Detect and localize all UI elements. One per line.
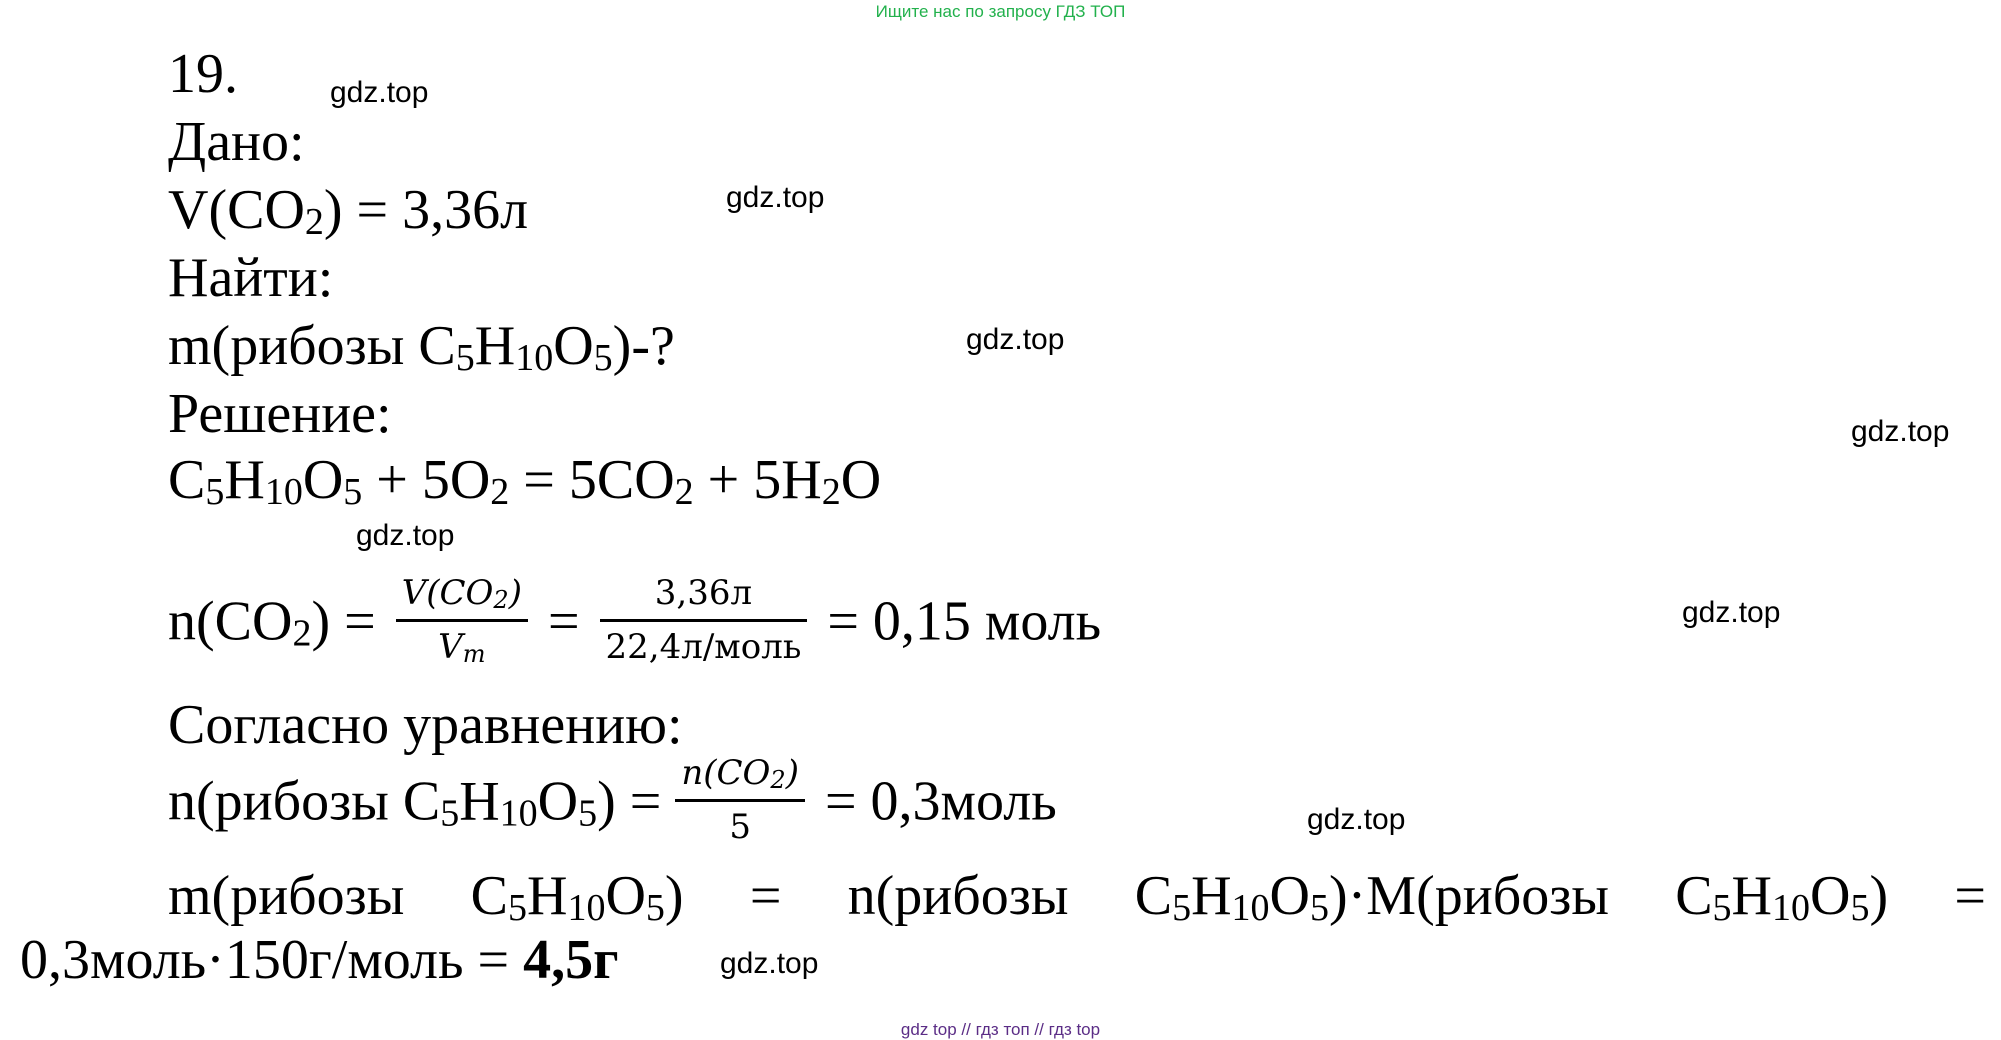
watermark: gdz.top (1307, 803, 1406, 836)
given-label: Дано: (168, 111, 305, 173)
bottom-links[interactable]: gdz top // гдз топ // гдз top (900, 1020, 1101, 1039)
watermark: gdz.top (1682, 596, 1781, 629)
watermark: gdz.top (726, 181, 825, 214)
watermark: gdz.top (720, 947, 819, 980)
mass-formula-line1: m(рибозы $C_5H_{10}O_5$) = n(рибозы $C_5H_{10}O_5)\cdot M(рибозы$ $C_5H_{10}O_5$) = (168, 865, 1986, 929)
solution-label: Решение: (168, 383, 392, 445)
watermark: gdz.top (966, 323, 1065, 356)
according-label: Согласно уравнению: (168, 694, 683, 756)
watermark: gdz.top (356, 519, 455, 552)
fraction-n-over-5: $\frac{n(CO_2)}{5}$ (675, 754, 805, 847)
fraction-values: $\frac{3,36л}{\text{22,4л/моль}}$ (600, 574, 808, 667)
find-value: m(рибозы $C_5H_{10}O_5)-$? (168, 315, 675, 379)
top-banner: Ищите нас по запросу ГДЗ ТОП (875, 2, 1126, 21)
n-co2-formula: $n(CO_2)$ = $\frac{V(CO_2)}{V_m}$ = $\frac{3,36л}{\text{22,4л/моль}}$ = 0,15 моль (168, 573, 1102, 669)
watermark: gdz.top (330, 76, 429, 109)
problem-number: 19. (168, 43, 238, 105)
final-answer: 4,5г (523, 929, 619, 991)
reaction-equation: $C_5H_{10}O_5 + 5O_2 = 5CO_2 + 5H_2O$ (168, 449, 882, 513)
n-ribose-formula: n(рибозы $C_5H_{10}O_5$) = $\frac{n(CO_2)}{5}$ = 0,3моль (168, 753, 1057, 848)
mass-formula-line2: 0,3моль·150г/моль = 4,5г (20, 929, 619, 991)
watermark: gdz.top (1851, 415, 1950, 448)
find-label: Найти: (168, 247, 334, 309)
fraction-v-over-vm: $\frac{V(CO_2)}{V_m}$ (396, 574, 528, 667)
given-value: $V(CO_2) = 3,36л$ (168, 179, 529, 243)
